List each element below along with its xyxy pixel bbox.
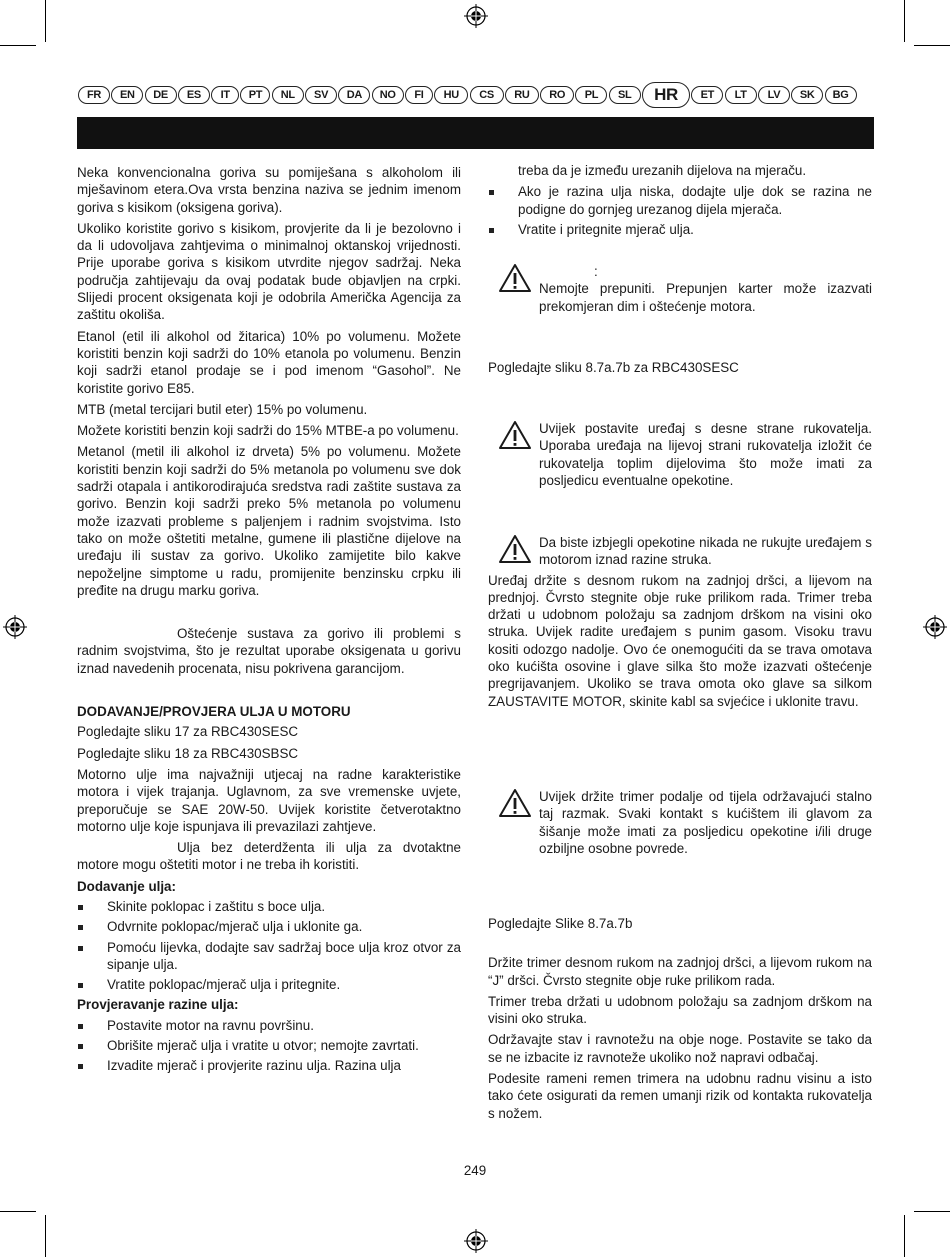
crop-mark bbox=[914, 45, 950, 46]
language-ru-pill: RU bbox=[505, 86, 539, 104]
crop-mark bbox=[904, 0, 905, 42]
list-continuation: treba da je između urezanih dijelova na mjeraču. bbox=[518, 163, 807, 178]
paragraph: Držite trimer desnom rukom na zadnjoj dršci, a lijevom rukom na “J” dršci. Čvrsto stegnite obje ruke prilikom rada. bbox=[488, 955, 872, 988]
subheading-adding-oil: Dodavanje ulja: bbox=[77, 878, 176, 894]
language-sk-pill: SK bbox=[791, 86, 823, 104]
language-hu-pill: HU bbox=[434, 86, 468, 104]
list-item: Obrišite mjerač ulja i vratite u otvor; nemojte zavrtati. bbox=[77, 1037, 461, 1054]
paragraph: Trimer treba držati u udobnom položaju sa zadnjom drškom na visini oko struka. bbox=[488, 993, 872, 1027]
warning-colon: : bbox=[594, 264, 598, 279]
right-column bbox=[488, 162, 872, 241]
crop-mark bbox=[0, 45, 36, 46]
section-title-bar bbox=[77, 117, 874, 149]
language-pl-pill: PL bbox=[575, 86, 607, 104]
subheading-checking-oil: Provjeravanje razine ulja: bbox=[77, 997, 239, 1013]
paragraph: Neka konvencionalna goriva su pomiješana s alkoholom ili mješavinom etera.Ova vrsta benzina naziva se jednim imenom goriva s kisikom (oksigena goriva). bbox=[77, 165, 461, 215]
language-fi-pill: FI bbox=[405, 86, 433, 104]
figure-reference-block bbox=[488, 359, 872, 380]
figure-reference: Pogledajte Slike 8.7a.7b bbox=[488, 916, 633, 931]
page-number: 249 bbox=[463, 1163, 487, 1178]
figure-reference: Pogledajte sliku 18 za RBC430SBSC bbox=[77, 745, 299, 761]
warning-triangle-icon bbox=[498, 420, 532, 450]
language-hr-pill: HR bbox=[642, 82, 690, 108]
crop-mark bbox=[45, 0, 46, 42]
language-nl-pill: NL bbox=[272, 86, 304, 104]
warning-triangle-icon bbox=[498, 534, 532, 564]
paragraph: Etanol (etil ili alkohol od žitarica) 10% po volumenu. Možete koristiti benzin koji sadrži do 10% etanola po volumenu. Benzin koji sadrži etanol prodaje se i pod imenom “Gasohol”. Ne koristite gorivo E85. bbox=[77, 328, 461, 396]
section-heading: DODAVANJE/PROVJERA ULJA U MOTORU bbox=[77, 704, 351, 720]
warning-text: Nemojte prepuniti. Prepunjen karter može izazvati prekomjeran dim i oštećenje motora. bbox=[539, 281, 872, 314]
paragraph: Ukoliko koristite gorivo s kisikom, provjerite da li je bezolovno i da li udovoljava zahtjevima o minimalnoj oktanskoj vrijednosti. Prije uporabe goriva s kisikom utvrdite njegov sadržaj. Neka područja zahtijevaju da ovaj podatak bude objavljen na crpki. Slijedi procent oksigenata koji je odobrila Američka Agencija za zaštitu okoliša. bbox=[77, 220, 461, 323]
registration-mark-icon bbox=[464, 4, 488, 28]
paragraph bbox=[77, 839, 461, 874]
warning-overfill bbox=[488, 263, 872, 315]
paragraph: Možete koristiti benzin koji sadrži do 15% MTBE-a po volumenu. bbox=[77, 423, 459, 439]
add-oil-list bbox=[77, 898, 461, 993]
language-no-pill: NO bbox=[372, 86, 404, 104]
paragraph: Metanol (metil ili alkohol iz drveta) 5% po volumenu. Možete koristiti benzin koji sadrži do 5% metanola po volumenu sve dok sadrži otapala i antikorodirajuća sredstva radi zaštite sustava za gorivo. Benzin koji sadrži preko 5% metanola po volumenu može izazvati probleme s paljenjem i radnim svojstvima. Isto tako on može oštetiti metalne, gumene ili plastične dijelove na uređaju ili sustav za gorivo. Ukoliko zamijetite bilo kakve nepoželjne simptome u radu, promijenite benzinsku crpku ili pređite na drugu marku goriva. bbox=[77, 444, 461, 598]
language-lv-pill: LV bbox=[758, 86, 790, 104]
list-item: Izvadite mjerač i provjerite razinu ulja. Razina ulja bbox=[77, 1057, 461, 1074]
warranty-note: Oštećenje sustava za gorivo ili problemi s radnim svojstvima, što je rezultat uporabe oksigenata u gorivu iznad navedenih procenata, nisu pokrivena garancijom. bbox=[77, 626, 461, 676]
paragraph: Motorno ulje ima najvažniji utjecaj na radne karakteristike motora i vijek trajanja. Uglavnom, za sve vremenske uvjete, preporučuje se SAE 20W-50. Uvijek koristite četverotaktno motorno ulje koje ispunjava ili prevazilazi zahtjeve. bbox=[77, 766, 461, 834]
warning-triangle-icon bbox=[498, 788, 532, 818]
list-item: Vratite poklopac/mjerač ulja i pritegnite. bbox=[77, 976, 461, 993]
crop-mark bbox=[904, 1215, 905, 1257]
language-lt-pill: LT bbox=[725, 86, 757, 104]
paragraph bbox=[77, 625, 461, 677]
language-fr-pill: FR bbox=[78, 86, 110, 104]
list-item: Vratite i pritegnite mjerač ulja. bbox=[488, 221, 872, 238]
list-item: Odvrnite poklopac/mjerač ulja i uklonite ga. bbox=[77, 918, 461, 935]
language-bg-pill: BG bbox=[825, 86, 857, 104]
language-cs-pill: CS bbox=[470, 86, 504, 104]
language-de-pill: DE bbox=[145, 86, 177, 104]
registration-mark-icon bbox=[3, 615, 27, 639]
language-en-pill: EN bbox=[111, 86, 143, 104]
paragraph: Održavajte stav i ravnotežu na obje noge. Postavite se tako da se ne izbacite iz ravnoteže ukoliko nož napravi odbačaj. bbox=[488, 1032, 872, 1065]
operating-section bbox=[488, 915, 872, 1126]
left-column bbox=[77, 164, 461, 1078]
language-sv-pill: SV bbox=[305, 86, 337, 104]
oil-note: Ulja bez deterdženta ili ulja za dvotaktne motore mogu oštetiti motor i ne treba ih koristiti. bbox=[77, 840, 461, 873]
paragraph: Uređaj držite s desnom rukom na zadnjoj dršci, a lijevom na prednjoj. Čvrsto stegnite obje ruke prilikom rada. Trimer treba držati u udobnom položaju sa zadnjom drškom na visini oko struka. Uvijek radite uređajem s punim gasom. Visoku travu kositi odozgo nadolje. Ovo će onemogućiti da se trava omotava oko kućišta osovine i glave silka što može izazvati oštećenje pregrijavanjem. Ukoliko se trava omota oko glave sa silkom ZAUSTAVITE MOTOR, skinite kabl sa svjećice i uklonite travu. bbox=[488, 572, 872, 709]
crop-mark bbox=[45, 1215, 46, 1257]
language-et-pill: ET bbox=[691, 86, 723, 104]
warning-triangle-icon bbox=[498, 263, 532, 293]
language-da-pill: DA bbox=[338, 86, 370, 104]
oil-level-list bbox=[488, 183, 872, 238]
crop-mark bbox=[914, 1211, 950, 1212]
warning-right-side bbox=[488, 420, 872, 489]
paragraph: Podesite rameni remen trimera na udobnu radnu visinu a isto tako ćete osigurati da remen umanji rizik od kontakta rukovatelja s nožem. bbox=[488, 1071, 872, 1121]
language-sl-pill: SL bbox=[609, 86, 641, 104]
language-ro-pill: RO bbox=[540, 86, 574, 104]
language-es-pill: ES bbox=[178, 86, 210, 104]
warning-text: Uvijek postavite uređaj s desne strane rukovatelja. Uporaba uređaja na lijevoj strani rukovatelja izložit će rukovatelja toplim dijelovima što može imati za posljedicu eventualne opekotine. bbox=[539, 421, 872, 488]
registration-mark-icon bbox=[464, 1229, 488, 1253]
warning-waist bbox=[488, 534, 872, 714]
paragraph: MTB (metal tercijari butil eter) 15% po volumenu. bbox=[77, 401, 368, 417]
warning-text: Uvijek držite trimer podalje od tijela održavajući stalno taj razmak. Svaki kontakt s kućištem ili glavom za šišanje može imati za posljedicu opekotine i/ili druge ozbiljne osobne povrede. bbox=[539, 789, 872, 856]
language-pt-pill: PT bbox=[240, 86, 270, 104]
warning-body-distance bbox=[488, 788, 872, 857]
check-oil-list bbox=[77, 1017, 461, 1075]
list-item: Pomoću lijevka, dodajte sav sadržaj boce ulja kroz otvor za sipanje ulja. bbox=[77, 939, 461, 974]
registration-mark-icon bbox=[923, 615, 947, 639]
crop-mark bbox=[0, 1211, 36, 1212]
warning-text: Da biste izbjegli opekotine nikada ne rukujte uređajem s motorom iznad razine struka. bbox=[539, 535, 872, 568]
language-selector bbox=[78, 83, 874, 107]
figure-reference: Pogledajte sliku 17 za RBC430SESC bbox=[77, 724, 299, 740]
list-item: Skinite poklopac i zaštitu s boce ulja. bbox=[77, 898, 461, 915]
list-item: Ako je razina ulja niska, dodajte ulje dok se razina ne podigne do gornjeg urezanog dijela mjerača. bbox=[488, 183, 872, 218]
language-it-pill: IT bbox=[211, 86, 239, 104]
figure-reference: Pogledajte sliku 8.7a.7b za RBC430SESC bbox=[488, 360, 739, 375]
list-item: Postavite motor na ravnu površinu. bbox=[77, 1017, 461, 1034]
